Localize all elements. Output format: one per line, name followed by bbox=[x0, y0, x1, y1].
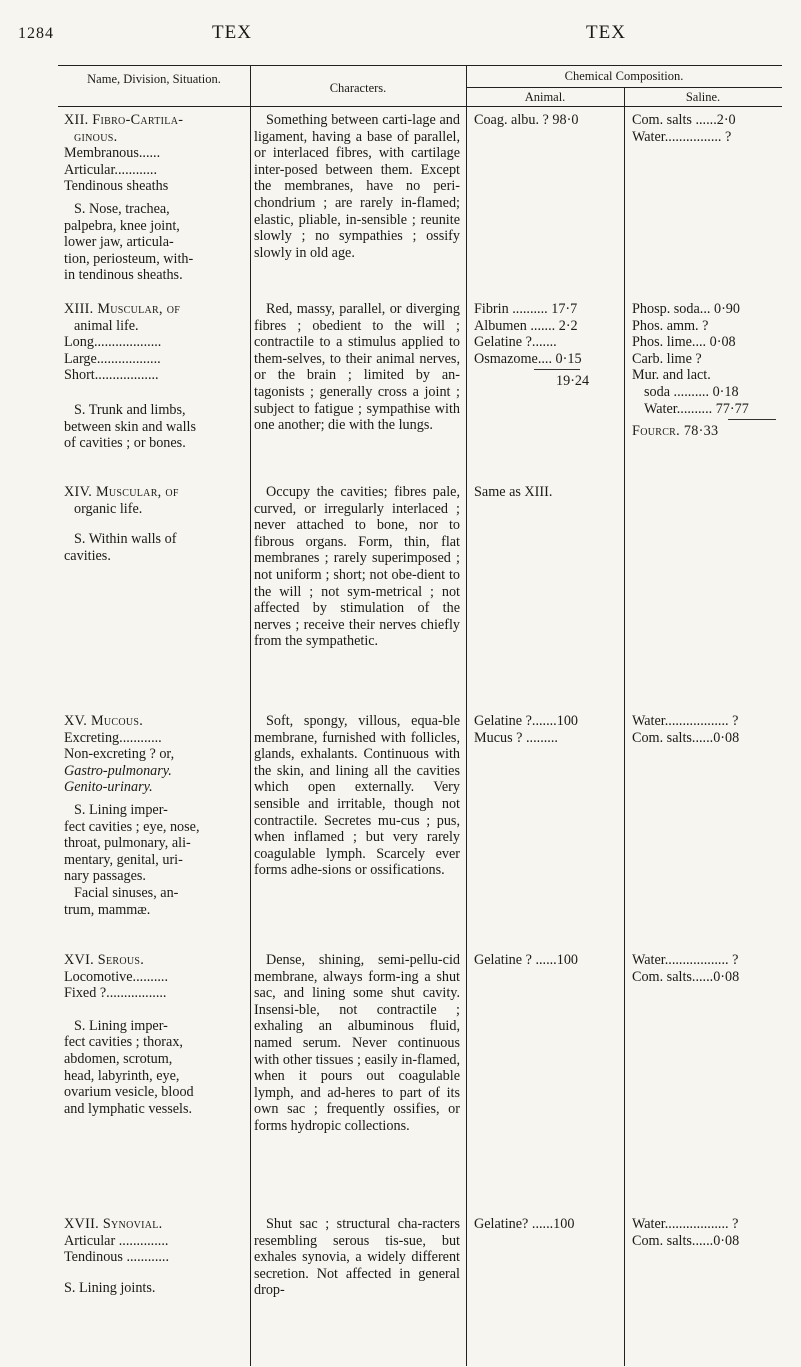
saline-line: Phos. amm. ? bbox=[632, 317, 709, 334]
name-line: fect cavities ; thorax, bbox=[64, 1034, 183, 1051]
row-saline bbox=[632, 952, 782, 985]
row-animal bbox=[474, 301, 620, 390]
row-name bbox=[64, 713, 250, 918]
name-line: S. Trunk and limbs, bbox=[74, 401, 186, 418]
header-chemical: Chemical Composition. bbox=[564, 69, 684, 83]
saline-line: soda .......... 0·18 bbox=[644, 383, 739, 400]
column-divider bbox=[624, 87, 625, 1366]
saline-line: Water.................. ? bbox=[632, 952, 739, 968]
page-number: 1284 bbox=[18, 25, 54, 42]
name-line: Articular .............. bbox=[64, 1232, 169, 1249]
running-head-left: TEX bbox=[212, 22, 252, 43]
saline-line: Com. salts......0·08 bbox=[632, 729, 740, 746]
animal-line: Coag. albu. ? 98·0 bbox=[474, 112, 579, 128]
name-line: Short.................. bbox=[64, 367, 159, 384]
row-name bbox=[64, 952, 250, 1117]
row-characters: Dense, shining, semi-pellu-cid membrane, always form-ing a shut sac, and lining some shut cavity. Insensi-ble, not contractile ; exhaling an albuminous fluid, named serum. Never continuous with other tissues ; easily in-flamed, when it pours out coagulable lymph, and ad-heres to part of its own sac ; frequently ossifies, or forms hydropic collections. bbox=[254, 952, 460, 1134]
name-line: animal life. bbox=[74, 317, 139, 334]
header-animal: Animal. bbox=[524, 90, 566, 104]
name-line: organic life. bbox=[74, 500, 143, 517]
name-line: Genito-urinary. bbox=[64, 779, 153, 796]
name-line: fect cavities ; eye, nose, bbox=[64, 818, 200, 835]
row-animal bbox=[474, 952, 620, 969]
header-rule bbox=[58, 106, 782, 107]
column-divider bbox=[466, 66, 467, 1366]
saline-line: Phos. lime.... 0·08 bbox=[632, 334, 736, 351]
name-line: Fixed ?................. bbox=[64, 985, 167, 1002]
name-line: palpebra, knee joint, bbox=[64, 217, 180, 234]
row-saline bbox=[632, 1216, 782, 1249]
saline-line: Water.......... 77·77 bbox=[644, 400, 749, 417]
name-line: abdomen, scrotum, bbox=[64, 1050, 173, 1067]
name-line: Articular............ bbox=[64, 161, 157, 178]
row-name bbox=[64, 301, 250, 452]
row-characters: Occupy the cavities; fibres pale, curved, or irregularly interlaced ; never attached to bone, nor to fibrous organs. Form, thin, flat membranes ; rarely superimposed ; not uniform ; short; not obe-dient to the will ; not sym-metrical ; not affected by stimulation of the nerves ; receive their nerves chiefly from the sympathetic. bbox=[254, 484, 460, 650]
animal-line: Mucus ? ......... bbox=[474, 729, 558, 746]
name-line: S. Lining imper- bbox=[74, 801, 168, 818]
row-characters: Soft, spongy, villous, equa-ble membrane, furnished with follicles, glands, exhalants. Continuous with the skin, and lining all the cavities which open externally. Very sensible and irritable, though not contractile. Secretes mu-cus ; pus, when inflamed ; but very rarely coagulable lymph. Scarcely ever forms adhe-sions or ossifications. bbox=[254, 713, 460, 879]
name-line: throat, pulmonary, ali- bbox=[64, 835, 191, 852]
row-animal bbox=[474, 1216, 620, 1233]
name-line: Membranous...... bbox=[64, 145, 161, 162]
saline-line: Fourcr. 78·33 bbox=[632, 423, 719, 440]
row-characters: Shut sac ; structural cha-racters resembling serous tis-sue, but exhales synovia, a widely different secretion. Not affected in general drop- bbox=[254, 1216, 460, 1299]
name-line: S. Lining joints. bbox=[64, 1279, 156, 1296]
saline-line: Phosp. soda... 0·90 bbox=[632, 301, 740, 317]
row-characters: Something between carti-lage and ligament, having a base of parallel, or interlaced fibres, with cartilage inter-posed between them. Except the membranes, have no peri-chondrium ; are rarely in-flamed; elastic, pliable, in-sensible ; reunite slowly ; no sympathies ; ossify slowly in old age. bbox=[254, 112, 460, 261]
name-line: mentary, genital, uri- bbox=[64, 851, 183, 868]
animal-line: Same as XIII. bbox=[474, 484, 553, 500]
animal-line: Gelatine ? ......100 bbox=[474, 952, 579, 968]
name-line: Long................... bbox=[64, 334, 162, 351]
name-line: ovarium vesicle, blood bbox=[64, 1084, 194, 1101]
name-line: tion, periosteum, with- bbox=[64, 250, 194, 267]
name-line: between skin and walls bbox=[64, 418, 196, 435]
header-characters: Characters. bbox=[329, 81, 387, 95]
row-name bbox=[64, 112, 250, 284]
row-saline bbox=[632, 112, 782, 145]
name-line: Large.................. bbox=[64, 350, 161, 367]
animal-line: Gelatine ?.......100 bbox=[474, 713, 579, 729]
row-characters: Red, massy, parallel, or diverging fibres ; obedient to the will ; contractile to a stimulus applied to them-selves, to their animal nerves, or the brain ; limited by an-tagonists ; generally cross a joint ; subject to fatigue ; sympathise with one another; die with the lungs. bbox=[254, 301, 460, 434]
name-line: head, labyrinth, eye, bbox=[64, 1067, 180, 1084]
row-name bbox=[64, 484, 250, 564]
row-animal bbox=[474, 484, 620, 501]
saline-line: Water.................. ? bbox=[632, 713, 739, 729]
name-line: XVI. Serous. bbox=[64, 952, 145, 968]
name-line: S. Within walls of bbox=[74, 531, 177, 548]
row-saline bbox=[632, 301, 782, 440]
tissue-table bbox=[58, 65, 782, 1366]
name-line: S. Nose, trachea, bbox=[74, 200, 170, 217]
animal-line: Gelatine ?....... bbox=[474, 334, 557, 351]
name-line: cavities. bbox=[64, 547, 111, 564]
name-line: S. Lining imper- bbox=[74, 1017, 168, 1034]
animal-line: Gelatine? ......100 bbox=[474, 1216, 575, 1232]
saline-line: Water................ ? bbox=[632, 128, 732, 145]
name-line: and lymphatic vessels. bbox=[64, 1100, 193, 1117]
name-line: ginous. bbox=[74, 128, 118, 145]
row-animal bbox=[474, 713, 620, 746]
animal-line: Fibrin .......... 17·7 bbox=[474, 301, 578, 317]
saline-line: Com. salts......0·08 bbox=[632, 968, 740, 985]
name-line: XVII. Synovial. bbox=[64, 1216, 163, 1232]
name-line: Tendinous sheaths bbox=[64, 178, 169, 195]
name-line: XV. Mucous. bbox=[64, 713, 144, 729]
name-line: nary passages. bbox=[64, 868, 146, 885]
name-line: in tendinous sheaths. bbox=[64, 267, 183, 284]
header-name: Name, Division, Situation. bbox=[87, 72, 221, 86]
row-animal bbox=[474, 112, 620, 129]
row-name bbox=[64, 1216, 250, 1296]
name-line: Tendinous ............ bbox=[64, 1249, 170, 1266]
name-line: of cavities ; or bones. bbox=[64, 435, 186, 452]
name-line: XII. Fibro-Cartila- bbox=[64, 112, 184, 128]
name-line: trum, mammæ. bbox=[64, 901, 151, 918]
name-line: Locomotive.......... bbox=[64, 968, 169, 985]
running-head bbox=[0, 0, 801, 60]
animal-line: Osmazome.... 0·15 bbox=[474, 350, 582, 367]
saline-line: Water.................. ? bbox=[632, 1216, 739, 1232]
saline-line: Com. salts ......2·0 bbox=[632, 112, 736, 128]
name-line: Facial sinuses, an- bbox=[74, 884, 179, 901]
saline-line: Carb. lime ? bbox=[632, 350, 702, 367]
row-saline bbox=[632, 713, 782, 746]
name-line: lower jaw, articula- bbox=[64, 234, 174, 251]
column-divider bbox=[250, 66, 251, 1366]
name-line: Gastro-pulmonary. bbox=[64, 762, 172, 779]
header-saline: Saline. bbox=[685, 90, 721, 104]
animal-line: 19·24 bbox=[556, 373, 590, 390]
name-line: XIV. Muscular, of bbox=[64, 484, 179, 500]
sum-rule bbox=[728, 419, 776, 420]
running-head-right: TEX bbox=[586, 22, 626, 43]
header-subrule bbox=[466, 87, 782, 88]
saline-line: Com. salts......0·08 bbox=[632, 1232, 740, 1249]
saline-line: Mur. and lact. bbox=[632, 367, 711, 384]
animal-line: Albumen ....... 2·2 bbox=[474, 317, 578, 334]
name-line: Excreting............ bbox=[64, 729, 162, 746]
name-line: Non-excreting ? or, bbox=[64, 746, 175, 763]
sum-rule bbox=[534, 369, 580, 370]
name-line: XIII. Muscular, of bbox=[64, 301, 181, 317]
